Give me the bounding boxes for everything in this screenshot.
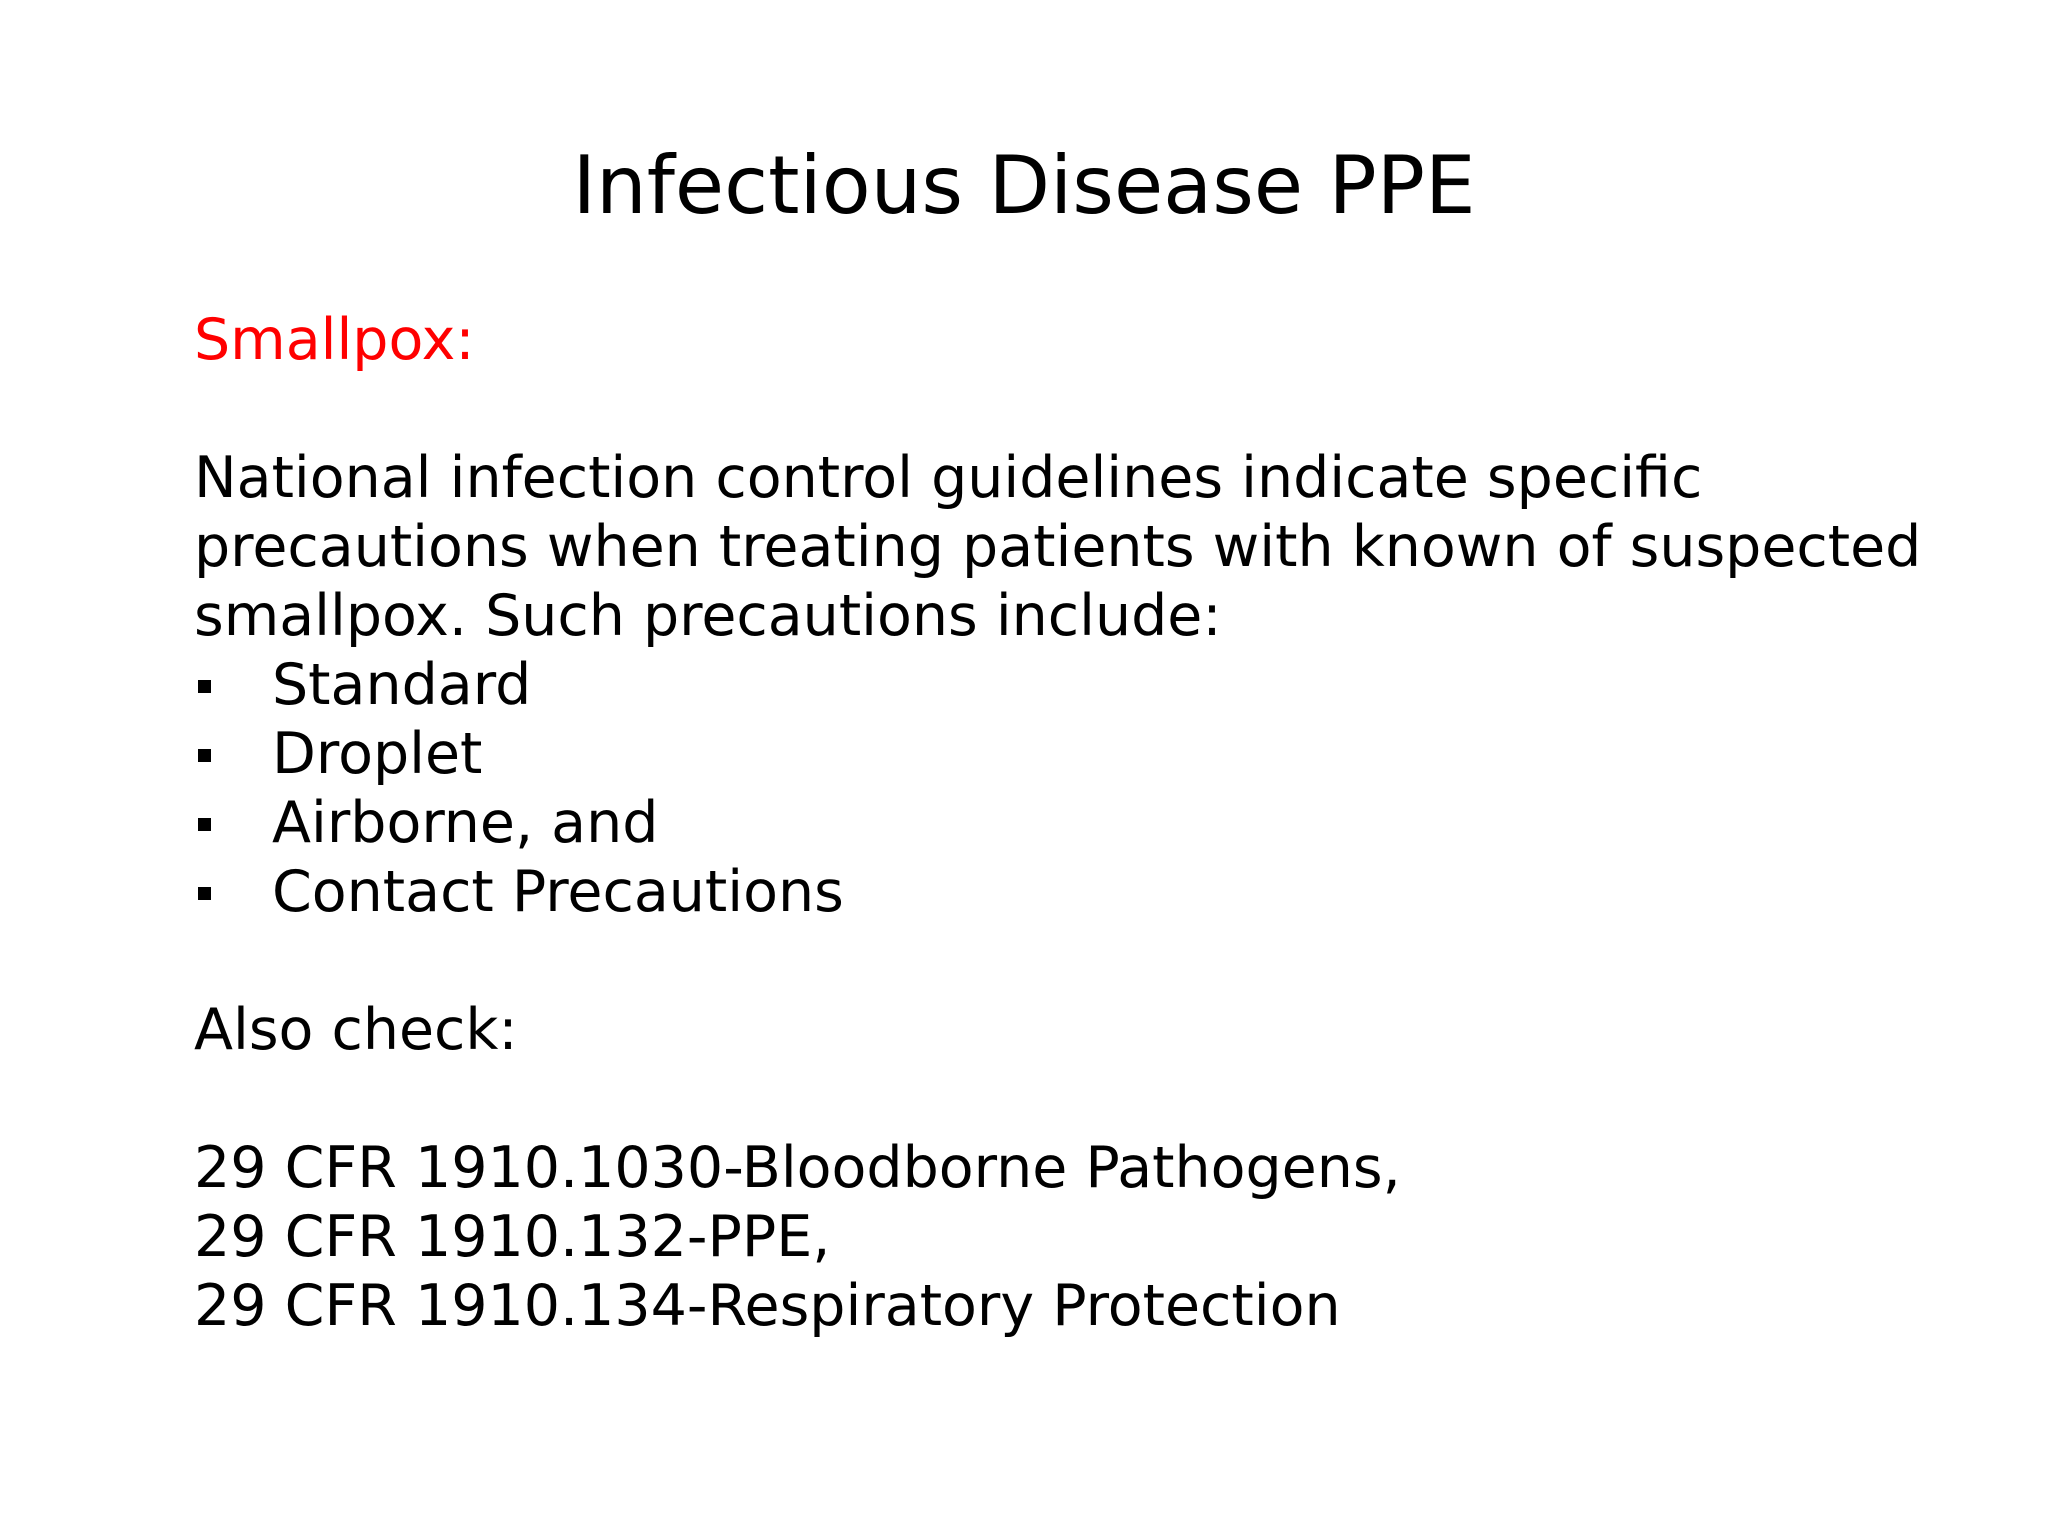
list-item	[194, 789, 1994, 858]
slide-title: Infectious Disease PPE	[572, 139, 1476, 232]
spacer	[194, 1065, 1994, 1134]
intro-line-3: smallpox. Such precautions include:	[194, 583, 1222, 649]
intro-line-1: National infection control guidelines indicate specific	[194, 445, 1703, 511]
section-heading: Smallpox:	[194, 307, 475, 373]
square-bullet-icon	[198, 680, 211, 693]
list-item-label: Airborne, and	[272, 790, 659, 856]
spacer	[194, 375, 1994, 444]
square-bullet-icon	[198, 749, 211, 762]
reference-line-2: 29 CFR 1910.132-PPE,	[194, 1204, 831, 1270]
list-item-label: Standard	[272, 652, 532, 718]
spacer	[194, 927, 1994, 996]
list-item-label: Droplet	[272, 721, 483, 787]
square-bullet-icon	[198, 818, 211, 831]
list-item	[194, 720, 1994, 789]
square-bullet-icon	[198, 887, 211, 900]
list-item-label: Contact Precautions	[272, 859, 844, 925]
list-item	[194, 651, 1994, 720]
list-item	[194, 858, 1994, 927]
reference-line-1: 29 CFR 1910.1030-Bloodborne Pathogens,	[194, 1135, 1401, 1201]
precautions-list	[194, 651, 1994, 927]
slide-body	[194, 306, 1994, 1341]
reference-line-3: 29 CFR 1910.134-Respiratory Protection	[194, 1273, 1341, 1339]
intro-line-2: precautions when treating patients with known of suspected	[194, 514, 1922, 580]
also-check-label: Also check:	[194, 997, 518, 1063]
